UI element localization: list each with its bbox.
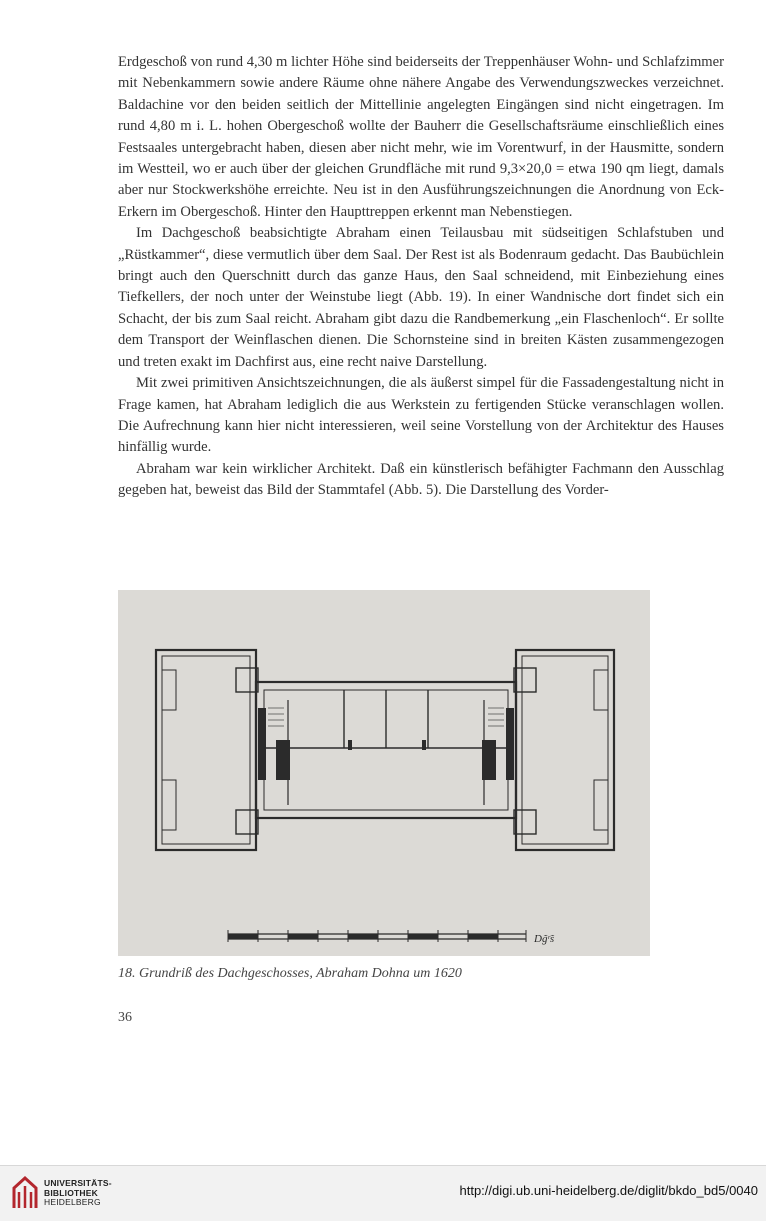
library-logo-icon	[8, 1174, 42, 1214]
floor-plan-drawing	[118, 590, 650, 956]
library-name	[44, 1179, 112, 1208]
paragraph-3: Mit zwei primitiven Ansichtszeichnungen, die als äußerst simpel für die Fassadengestaltung nicht in Frage kamen, hat Abraham lediglich die aus Werkstein zu fertigenden Stücke veranschlagen wollen. Die Aufrechnung kann hier nicht interessieren, weil seine Vorstellung von der Architektur des Hauses hinfällig wurde.	[118, 375, 724, 456]
paragraph-1: Erdgeschoß von rund 4,30 m lichter Höhe sind beiderseits der Treppenhäuser Wohn- und Schlafzimmer mit Nebenkammern sowie andere Räume ohne nähere Angabe des Verwendungszweckes verzeichnet. Baldachine vor den beiden seitlich der Mittellinie angelegten Eingängen sind nicht eingetragen. Im rund 4,80 m i. L. hohen Obergeschoß wollte der Bauherr die Gesellschaftsräume einschließlich eines Festsaales untergebracht haben, diesen aber nicht mehr, wie im Vorentwurf, in der Hausmitte, sondern im Westteil, wo er auch über der gleichen Grundfläche mit rund 9,3×20,0 = etwa 190 qm liegt, damals aber nur Stockwerkshöhe erreichte. Neu ist in den Ausführungszeichnungen die Anordnung von Eck-Erkern im Obergeschoß. Hinter den Haupttreppen erkennt man Nebenstiegen.	[118, 54, 724, 220]
paragraph-4: Abraham war kein wirklicher Architekt. Daß ein künstlerisch befähigter Fachmann den Ausschlag gegeben hat, beweist das Bild der Stammtafel (Abb. 5). Die Darstellung des Vorder-	[118, 460, 724, 499]
footer-bar	[0, 1165, 766, 1221]
library-name-line2: BIBLIOTHEK	[44, 1187, 98, 1198]
library-name-line1: UNIVERSITÄTS-	[44, 1178, 112, 1188]
scale-annotation: Dg̃ʳ̃s	[534, 933, 555, 945]
page-number: 36	[118, 1010, 132, 1025]
paragraph-2: Im Dachgeschoß beabsichtigte Abraham einen Teilausbau mit südseitigen Schlafstuben und „Rüstkammer“, diese vermutlich über dem Saal. Der Rest ist als Bodenraum gedacht. Das Baubüchlein bringt auch den Querschnitt durch das ganze Haus, den Saal schneidend, mit Einbeziehung eines Tiefkellers, der noch unter der Weinstube liegt (Abb. 19). In einer Wandnische dort findet sich ein Schacht, der bis zum Saal reicht. Abraham gibt dazu die Randbemerkung „ein Flaschenloch“. Er sollte dem Transport der Weinflaschen dienen. Die Schornsteine sind in breiten Kästen zusammengezogen und treten exakt im Dachfirst aus, eine recht naive Darstellung.	[118, 225, 724, 370]
body-text	[118, 52, 724, 502]
figure-caption: 18. Grundriß des Dachgeschosses, Abraham Dohna um 1620	[118, 966, 462, 981]
floor-plan-figure	[118, 590, 650, 956]
library-name-line3: HEIDELBERG	[44, 1197, 101, 1207]
source-url-link[interactable]: http://digi.ub.uni-heidelberg.de/diglit/bkdo_bd5/0040	[459, 1183, 758, 1198]
